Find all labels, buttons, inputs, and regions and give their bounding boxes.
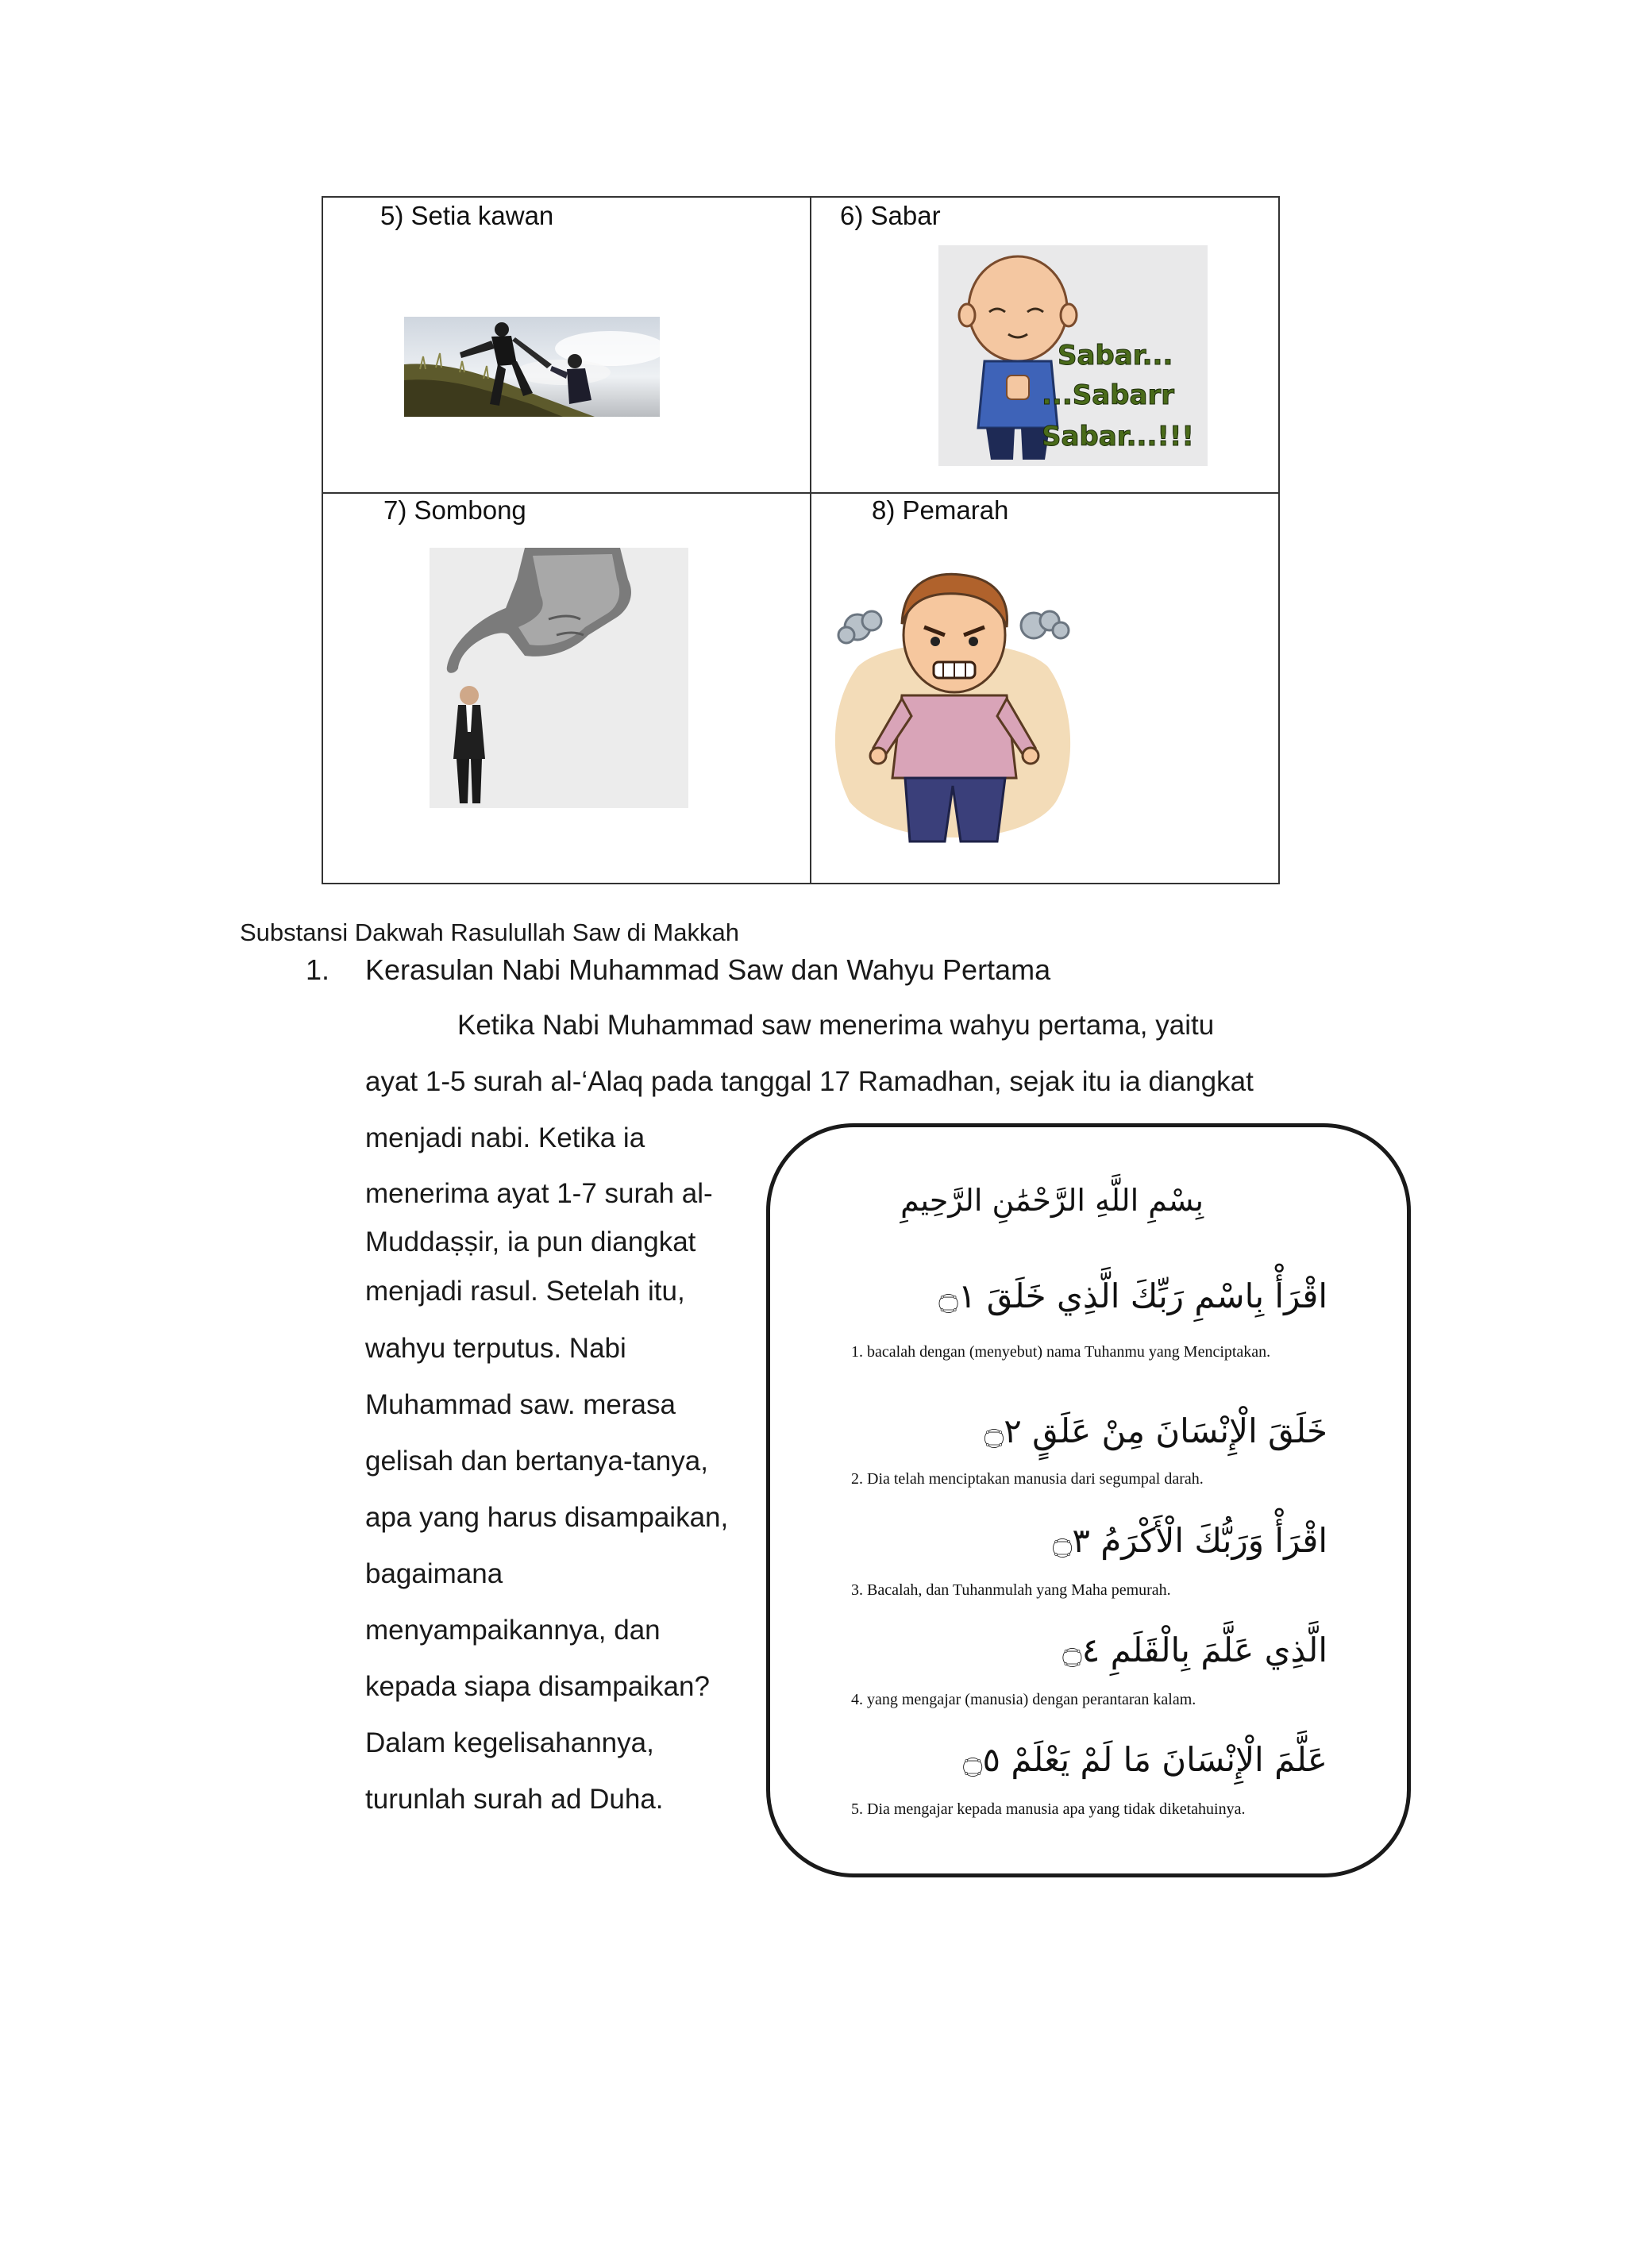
paragraph-line: turunlah surah ad Duha. — [365, 1784, 664, 1815]
cell-label: 5) Setia kawan — [380, 201, 554, 230]
cell-label: 7) Sombong — [383, 495, 526, 525]
paragraph-line: Dalam kegelisahannya, — [365, 1727, 654, 1758]
paragraph-line: kepada siapa disampaikan? — [365, 1671, 710, 1702]
paragraph-line: menjadi rasul. Setelah itu, — [365, 1276, 685, 1307]
verse-translation: 4. yang mengajar (manusia) dengan perantaran kalam. — [851, 1691, 1196, 1708]
section-title: Substansi Dakwah Rasulullah Saw di Makkah — [240, 918, 739, 946]
sabar-text-1: Sabar... — [1058, 340, 1173, 372]
item-number: 1. — [306, 953, 330, 986]
paragraph-line: apa yang harus disampaikan, — [365, 1502, 729, 1533]
paragraph-line: wahyu terputus. Nabi — [365, 1333, 626, 1364]
basmala: بِسْمِ اللَّهِ الرَّحْمَٰنِ الرَّحِيمِ — [900, 1183, 1204, 1218]
patient-boy-icon — [938, 245, 1208, 466]
table-cell-pemarah — [811, 494, 1281, 886]
verse-arabic: اقْرَأْ وَرَبُّكَ الْأَكْرَمُ ۝٣ — [1052, 1521, 1327, 1560]
giant-thumb-icon — [430, 548, 688, 808]
verse-arabic: اقْرَأْ بِاسْمِ رَبِّكَ الَّذِي خَلَقَ ۝١ — [938, 1276, 1327, 1315]
verse-translation: 5. Dia mengajar kepada manusia apa yang tidak diketahuinya. — [851, 1800, 1246, 1818]
verse-translation: 2. Dia telah menciptakan manusia dari segumpal darah. — [851, 1470, 1204, 1488]
cell-label: 6) Sabar — [840, 201, 941, 230]
item-title: Kerasulan Nabi Muhammad Saw dan Wahyu Pertama — [365, 953, 1051, 986]
table-cell-sabar — [811, 198, 1281, 492]
paragraph-line: menerima ayat 1-7 surah al- — [365, 1178, 713, 1209]
angry-boy-icon — [826, 548, 1081, 849]
paragraph-line: gelisah dan bertanya-tanya, — [365, 1446, 708, 1477]
verse-arabic: الَّذِي عَلَّمَ بِالْقَلَمِ ۝٤ — [1062, 1631, 1327, 1669]
verse-translation: 1. bacalah dengan (menyebut) nama Tuhanmu yang Menciptakan. — [851, 1343, 1271, 1361]
table-cell-setia-kawan — [323, 198, 810, 492]
cell-label: 8) Pemarah — [872, 495, 1009, 525]
quran-verses-box — [766, 1123, 1411, 1877]
paragraph-line: menyampaikannya, dan — [365, 1615, 661, 1646]
sabar-text-3: Sabar...!!! — [1042, 421, 1194, 452]
table-cell-sombong — [323, 494, 810, 886]
paragraph-line: Muddaṣṣir, ia pun diangkat — [365, 1226, 696, 1257]
helping-hand-icon — [404, 317, 660, 417]
sabar-text-2: ...Sabarr — [1042, 379, 1174, 411]
verse-arabic: خَلَقَ الْإِنْسَانَ مِنْ عَلَقٍ ۝٢ — [984, 1411, 1327, 1450]
paragraph-line: menjadi nabi. Ketika ia — [365, 1122, 645, 1153]
verse-translation: 3. Bacalah, dan Tuhanmulah yang Maha pemurah. — [851, 1581, 1171, 1599]
character-table — [322, 196, 1280, 884]
verse-arabic: عَلَّمَ الْإِنْسَانَ مَا لَمْ يَعْلَمْ ۝٥ — [962, 1740, 1327, 1779]
paragraph-line: ayat 1-5 surah al-‘Alaq pada tanggal 17 Ramadhan, sejak itu ia diangkat — [365, 1066, 1254, 1097]
paragraph-line: bagaimana — [365, 1558, 503, 1589]
paragraph-line: Muhammad saw. merasa — [365, 1389, 676, 1420]
paragraph-line: Ketika Nabi Muhammad saw menerima wahyu pertama, yaitu — [457, 1010, 1215, 1041]
